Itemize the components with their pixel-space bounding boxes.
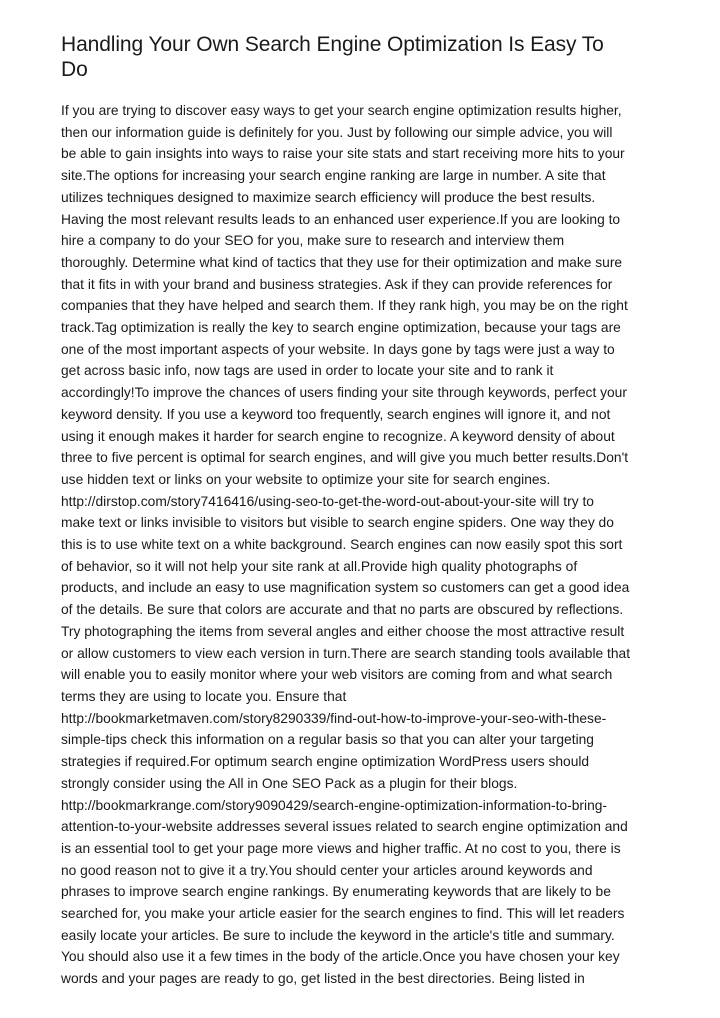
paragraph-line: Try photographing the items from several angles and either choose the most attractive result <box>61 623 625 639</box>
paragraph-line: words and your pages are ready to go, get listed in the best directories. Being listed in <box>61 971 585 987</box>
paragraph-line: that it fits in with your brand and business strategies. Ask if they can provide references for <box>61 276 613 292</box>
title-line: Handling Your Own Search Engine Optimization Is Easy To <box>61 33 604 56</box>
paragraph-line: strategies if required.For optimum search engine optimization WordPress users should <box>61 754 590 770</box>
paragraph-line: one of the most important aspects of your website. In days gone by tags were just a way to <box>61 341 615 357</box>
paragraph-line: make text or links invisible to visitors but visible to search engine spiders. One way they do <box>61 515 614 531</box>
paragraph-line: attention-to-your-website addresses several issues related to search engine optimization and <box>61 819 628 835</box>
paragraph-line: this is to use white text on a white background. Search engines can now easily spot this sort <box>61 537 623 553</box>
paragraph-line: then our information guide is definitely for you. Just by following our simple advice, you will <box>61 124 613 140</box>
paragraph-line: If you are trying to discover easy ways to get your search engine optimization results higher, <box>61 103 622 118</box>
paragraph-line: utilizes techniques designed to maximize search efficiency will produce the best results. <box>61 189 596 205</box>
paragraph-line: use hidden text or links on your website to optimize your site for search engines. <box>61 471 551 487</box>
document-page <box>61 32 661 990</box>
paragraph-line: easily locate your articles. Be sure to include the keyword in the article's title and summary. <box>61 927 615 943</box>
paragraph-line: strongly consider using the All in One SEO Pack as a plugin for their blogs. <box>61 775 518 791</box>
paragraph-line: hire a company to do your SEO for you, make sure to research and interview them <box>61 233 565 249</box>
paragraph-line: will enable you to easily monitor where your web visitors are coming from and what search <box>61 667 613 683</box>
paragraph-line: site.The options for increasing your search engine ranking are large in number. A site that <box>61 168 606 184</box>
paragraph-line: three to five percent is optimal for search engines, and will give you much better results.Don't <box>61 450 629 466</box>
paragraph-line: http://bookmarketmaven.com/story8290339/find-out-how-to-improve-your-seo-with-these- <box>61 710 607 726</box>
paragraph-line: terms they are using to locate you. Ensure that <box>61 688 347 704</box>
paragraph-line: using it enough makes it harder for search engine to recognize. A keyword density of about <box>61 428 615 444</box>
paragraph-line: companies that they have helped and search them. If they rank high, you may be on the right <box>61 298 628 314</box>
page-title <box>61 32 661 82</box>
paragraph-line: track.Tag optimization is really the key to search engine optimization, because your tags are <box>61 320 621 336</box>
paragraph-line: simple-tips check this information on a regular basis so that you can alter your targeting <box>61 732 594 748</box>
paragraph-line: no good reason not to give it a try.You should center your articles around keywords and <box>61 862 593 878</box>
paragraph-line: is an essential tool to get your page more views and higher traffic. At no cost to you, there is <box>61 840 621 856</box>
title-line: Do <box>61 58 88 81</box>
paragraph-line: get across basic info, now tags are used in order to locate your site and to rank it <box>61 363 554 379</box>
paragraph-line: or allow customers to view each version in turn.There are search standing tools available that <box>61 645 631 661</box>
paragraph-line: phrases to improve search engine rankings. By enumerating keywords that are likely to be <box>61 884 611 900</box>
paragraph-line: be able to gain insights into ways to raise your site stats and start receiving more hits to your <box>61 146 625 162</box>
paragraph-line: searched for, you make your article easier for the search engines to find. This will let readers <box>61 906 625 922</box>
paragraph-line: Having the most relevant results leads to an enhanced user experience.If you are looking to <box>61 211 621 227</box>
paragraph-line: http://bookmarkrange.com/story9090429/search-engine-optimization-information-to-bring- <box>61 797 608 813</box>
paragraph-line: keyword density. If you use a keyword too frequently, search engines will ignore it, and not <box>61 406 611 422</box>
paragraph-line: accordingly!To improve the chances of users finding your site through keywords, perfect your <box>61 385 627 401</box>
paragraph-line: of the details. Be sure that colors are accurate and that no parts are obscured by reflections. <box>61 602 624 618</box>
article-body <box>61 100 661 990</box>
paragraph-line: of behavior, so it will not help your site rank at all.Provide high quality photographs of <box>61 558 578 574</box>
paragraph-line: http://dirstop.com/story7416416/using-seo-to-get-the-word-out-about-your-site will try to <box>61 493 594 509</box>
paragraph-line: thoroughly. Determine what kind of tactics that they use for their optimization and make sure <box>61 254 623 270</box>
paragraph-line: You should also use it a few times in the body of the article.Once you have chosen your key <box>61 949 620 965</box>
paragraph-line: products, and include an easy to use magnification system so customers can get a good idea <box>61 580 630 596</box>
